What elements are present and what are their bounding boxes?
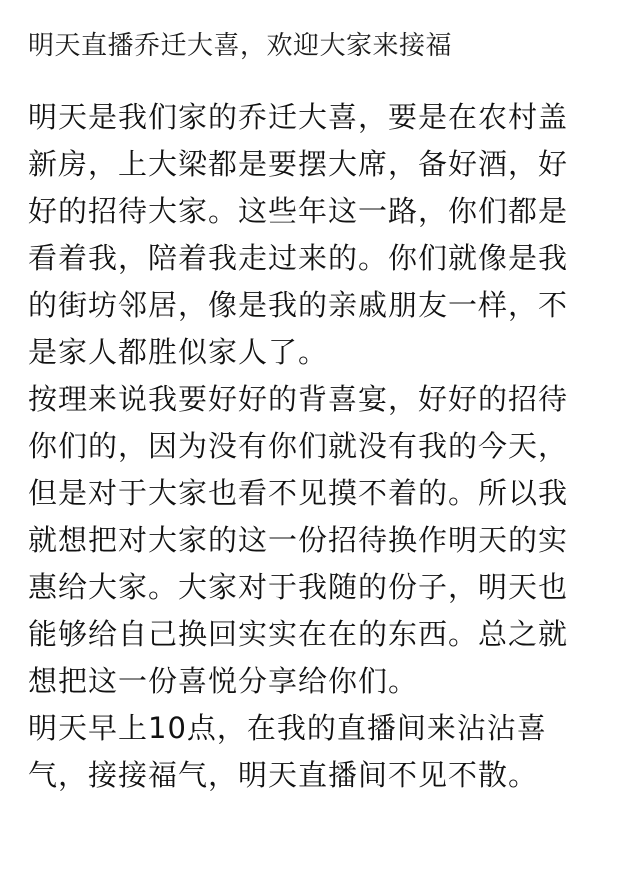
body-line: 新房，上大梁都是要摆大席，备好酒，好 (28, 147, 569, 181)
body-line: 你们的，因为没有你们就没有我的今天， (28, 429, 569, 463)
body-line: 是家人都胜似家人了。 (28, 335, 329, 369)
post-title: 明天直播乔迁大喜，欢迎大家来接福 (28, 31, 453, 61)
body-line: 能够给自己换回实实在在的东西。总之就 (28, 617, 569, 651)
body-line: 按理来说我要好好的背喜宴，好好的招待 (28, 382, 569, 416)
body-line: 但是对于大家也看不见摸不着的。所以我 (28, 476, 569, 510)
body-line: 明天是我们家的乔迁大喜，要是在农村盖 (28, 100, 569, 134)
body-line: 想把这一份喜悦分享给你们。 (28, 664, 419, 698)
body-line: 的街坊邻居，像是我的亲戚朋友一样，不 (28, 288, 569, 322)
post-body (28, 94, 618, 799)
body-line: 看着我，陪着我走过来的。你们就像是我 (28, 241, 569, 275)
body-line: 惠给大家。大家对于我随的份子，明天也 (28, 570, 569, 604)
body-line: 好的招待大家。这些年这一路，你们都是 (28, 194, 569, 228)
body-line: 明天早上10点，在我的直播间来沾沾喜 (28, 711, 547, 745)
body-line: 气，接接福气，明天直播间不见不散。 (28, 758, 539, 792)
body-line: 就想把对大家的这一份招待换作明天的实 (28, 523, 569, 557)
